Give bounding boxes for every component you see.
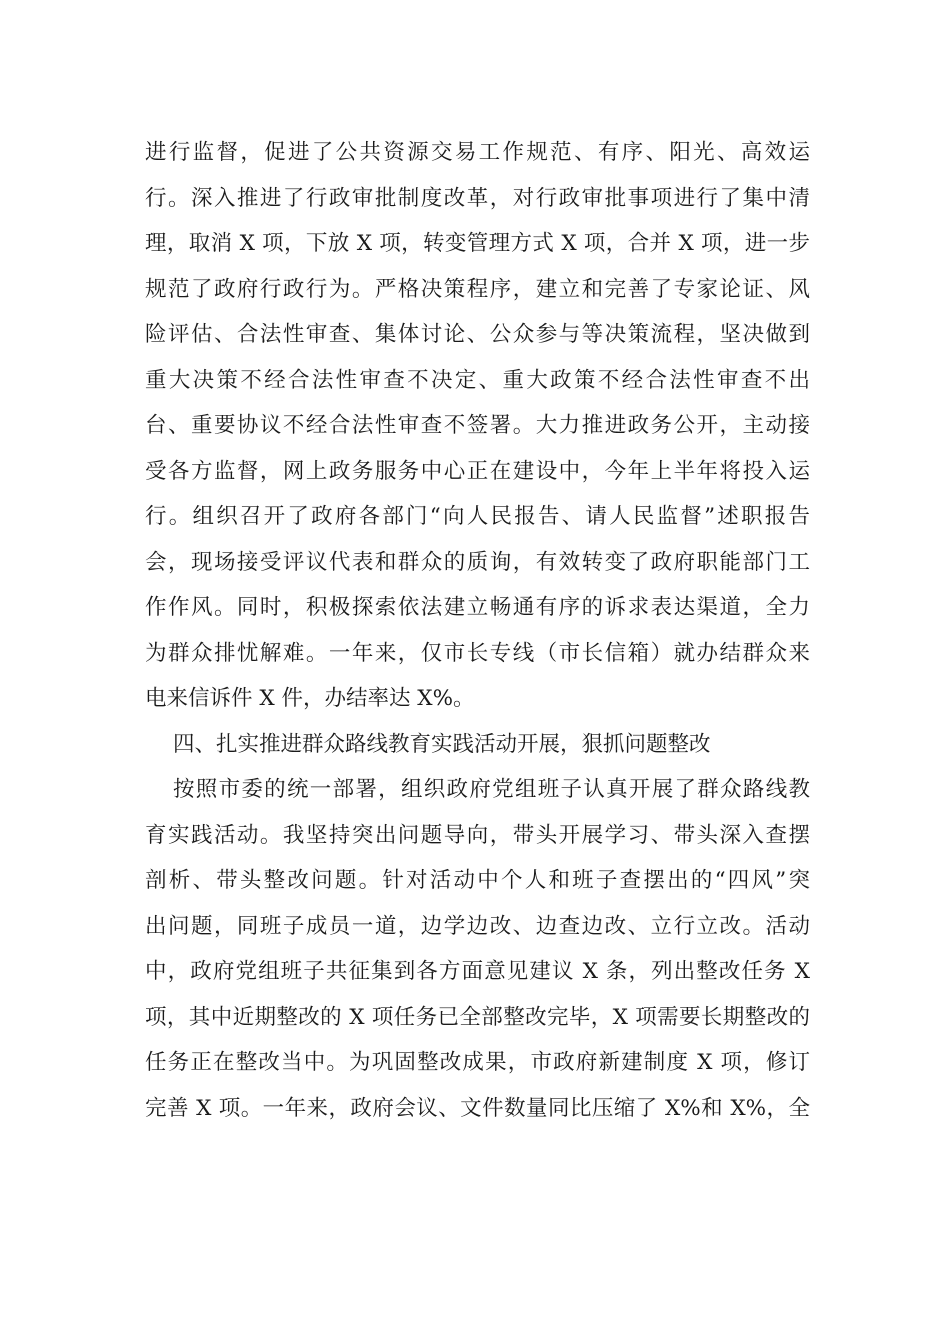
text-line: 理，取消 X 项，下放 X 项，转变管理方式 X 项，合并 X 项，进一步 — [145, 231, 810, 256]
text-line: 完善 X 项。一年来，政府会议、文件数量同比压缩了 X%和 X%，全 — [145, 1095, 810, 1121]
text-line: 受各方监督，网上政务服务中心正在建设中，今年上半年将投入运 — [145, 458, 810, 484]
text-line: 出问题，同班子成员一道，边学边改、边查边改、立行立改。活动 — [145, 913, 810, 939]
body-text — [145, 130, 810, 1131]
text-line: 行。深入推进了行政审批制度改革，对行政审批事项进行了集中清 — [145, 185, 810, 211]
text-line: 险评估、合法性审查、集体讨论、公众参与等决策流程，坚决做到 — [145, 322, 810, 347]
section-heading: 四、扎实推进群众路线教育实践活动开展，狠抓问题整改 — [173, 731, 711, 757]
text-line: 任务正在整改当中。为巩固整改成果，市政府新建制度 X 项，修订 — [145, 1050, 810, 1075]
text-line: 进行监督，促进了公共资源交易工作规范、有序、阳光、高效运 — [145, 140, 810, 165]
text-line: 行。组织召开了政府各部门“向人民报告、请人民监督”述职报告 — [145, 504, 810, 529]
text-line: 按照市委的统一部署，组织政府党组班子认真开展了群众路线教 — [173, 777, 810, 802]
text-line: 剖析、带头整改问题。针对活动中个人和班子查摆出的“四风”突 — [145, 868, 810, 893]
text-line: 中，政府党组班子共征集到各方面意见建议 X 条，列出整改任务 X — [145, 959, 810, 984]
text-line: 规范了政府行政行为。严格决策程序，建立和完善了专家论证、风 — [145, 276, 810, 302]
text-line: 项，其中近期整改的 X 项任务已全部整改完毕，X 项需要长期整改的 — [145, 1004, 810, 1030]
text-line: 台、重要协议不经合法性审查不签署。大力推进政务公开，主动接 — [145, 413, 810, 438]
text-line: 育实践活动。我坚持突出问题导向，带头开展学习、带头深入查摆 — [145, 822, 810, 848]
text-line: 电来信诉件 X 件，办结率达 X%。 — [145, 686, 475, 711]
text-line: 会，现场接受评议代表和群众的质询，有效转变了政府职能部门工 — [145, 549, 810, 575]
text-line: 重大决策不经合法性审查不决定、重大政策不经合法性审查不出 — [145, 367, 810, 393]
text-line: 为群众排忧解难。一年来，仅市长专线（市长信箱）就办结群众来 — [145, 640, 810, 666]
text-line: 作作风。同时，积极探索依法建立畅通有序的诉求表达渠道，全力 — [145, 595, 810, 620]
